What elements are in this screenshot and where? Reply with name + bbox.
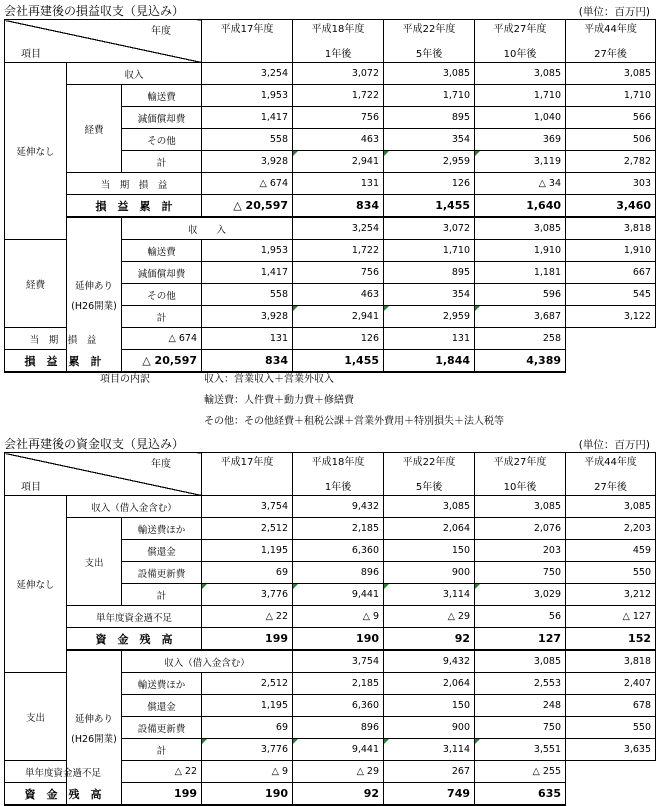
value-cell: 1,195 <box>202 695 293 717</box>
value-cell: △ 127 <box>566 606 656 628</box>
value-cell: 248 <box>475 695 566 717</box>
cumulative-label: 損 益 累 計 <box>5 350 122 373</box>
value-cell: 131 <box>384 328 475 350</box>
value-cell: 354 <box>384 284 475 306</box>
value-cell: 1,953 <box>202 240 293 262</box>
item-label: 輸送費 <box>122 240 202 262</box>
value-cell: 545 <box>566 284 656 306</box>
total-label: 計 <box>122 151 202 173</box>
value-cell: 2,185 <box>293 518 384 540</box>
value-cell: 834 <box>293 195 384 218</box>
value-cell: 3,085 <box>475 63 566 85</box>
value-cell: △ 20,597 <box>202 195 293 218</box>
income-label: 収入（借入金含む） <box>67 496 202 518</box>
value-cell: 1,195 <box>202 540 293 562</box>
value-cell: 3,085 <box>384 496 475 518</box>
value-cell: 199 <box>122 783 202 806</box>
value-cell: 834 <box>202 350 293 373</box>
cash-flow-table <box>4 452 656 806</box>
scenario-sublabel: (H26開業) <box>71 300 117 312</box>
value-cell: 3,114 <box>384 584 475 606</box>
value-cell: 463 <box>293 284 384 306</box>
header-years-after: 1年後 <box>324 482 352 493</box>
value-cell: 678 <box>566 695 656 717</box>
value-cell: 3,818 <box>566 217 656 240</box>
income-label: 収入（借入金含む） <box>122 650 293 673</box>
header-year: 平成27年度 <box>493 24 547 35</box>
item-label: その他 <box>122 284 202 306</box>
value-cell: 558 <box>202 284 293 306</box>
item-label: 償還金 <box>122 540 202 562</box>
value-cell: 3,085 <box>475 496 566 518</box>
value-cell: 1,910 <box>475 240 566 262</box>
value-cell: 1,710 <box>384 85 475 107</box>
header-year: 平成22年度 <box>402 457 456 468</box>
item-label: 輸送費ほか <box>122 518 202 540</box>
header-year: 平成18年度 <box>311 24 365 35</box>
value-cell: 3,085 <box>566 496 656 518</box>
cash-flow-title: 会社再建後の資金収支（見込み） <box>4 437 185 451</box>
value-cell: 6,360 <box>293 540 384 562</box>
period-balance-label: 単年度資金過不足 <box>5 761 122 783</box>
value-cell: 2,064 <box>384 673 475 695</box>
value-cell: △ 22 <box>122 761 202 783</box>
scenario-label-cell <box>5 496 67 673</box>
value-cell: 3,754 <box>293 650 384 673</box>
value-cell: △ 255 <box>475 761 566 783</box>
value-cell: 3,928 <box>202 306 293 328</box>
value-cell: △ 22 <box>202 606 293 628</box>
scenario-label: 延伸あり <box>74 713 113 725</box>
value-cell: 896 <box>293 717 384 739</box>
value-cell: 459 <box>566 540 656 562</box>
value-cell: 126 <box>293 328 384 350</box>
value-cell: 3,818 <box>566 650 656 673</box>
cumulative-label: 損 益 累 計 <box>67 195 202 218</box>
header-year: 平成44年度 <box>584 457 637 468</box>
value-cell: 1,710 <box>384 240 475 262</box>
value-cell: 1,040 <box>475 107 566 129</box>
header-year: 平成22年度 <box>402 24 456 35</box>
value-cell: 1,722 <box>293 85 384 107</box>
value-cell: 566 <box>566 107 656 129</box>
note-line: その他：その他経費＋租税公課＋営業外費用＋特別損失＋法人税等 <box>204 416 504 427</box>
value-cell: 667 <box>566 262 656 284</box>
scenario-label: 延伸あり <box>74 280 113 292</box>
value-cell: 1,722 <box>293 240 384 262</box>
value-cell: 354 <box>384 129 475 151</box>
notes-label: 項目の内訳 <box>100 374 150 385</box>
value-cell: △ 9 <box>202 761 293 783</box>
value-cell: 596 <box>475 284 566 306</box>
value-cell: 463 <box>293 129 384 151</box>
income-label: 収 入 <box>122 217 293 240</box>
value-cell: 2,782 <box>566 151 656 173</box>
value-cell: 131 <box>293 173 384 195</box>
value-cell: 131 <box>202 328 293 350</box>
header-year-column <box>475 453 566 496</box>
period-balance-label: 当 期 損 益 <box>5 328 122 350</box>
header-diagonal-cell <box>5 20 202 63</box>
header-year: 平成17年度 <box>220 24 274 35</box>
cumulative-label: 資 金 残 高 <box>67 628 202 651</box>
header-year-label: 年度 <box>151 26 172 37</box>
value-cell: 1,417 <box>202 262 293 284</box>
value-cell: 756 <box>293 107 384 129</box>
profit-loss-title: 会社再建後の損益収支（見込み） <box>4 4 185 18</box>
period-balance-label: 単年度資金過不足 <box>67 606 202 628</box>
value-cell: 3,687 <box>475 306 566 328</box>
value-cell: 2,959 <box>384 151 475 173</box>
value-cell: 2,941 <box>293 151 384 173</box>
value-cell: 3,029 <box>475 584 566 606</box>
header-years-after: 5年後 <box>415 482 443 493</box>
value-cell: 150 <box>384 540 475 562</box>
value-cell: 2,512 <box>202 518 293 540</box>
total-label: 計 <box>122 739 202 761</box>
header-item-label: 項目 <box>21 49 41 60</box>
value-cell: 69 <box>202 562 293 584</box>
value-cell: 558 <box>202 129 293 151</box>
header-years-after: 10年後 <box>503 49 537 60</box>
value-cell: 126 <box>384 173 475 195</box>
value-cell: △ 9 <box>293 606 384 628</box>
header-year-label: 年度 <box>151 459 172 470</box>
item-label: その他 <box>122 129 202 151</box>
value-cell: 190 <box>202 783 293 806</box>
value-cell: 3,085 <box>566 63 656 85</box>
value-cell: 3,212 <box>566 584 656 606</box>
value-cell: 267 <box>384 761 475 783</box>
value-cell: 3,085 <box>475 650 566 673</box>
item-label: 設備更新費 <box>122 717 202 739</box>
item-label: 輸送費ほか <box>122 673 202 695</box>
item-label: 償還金 <box>122 695 202 717</box>
value-cell: 9,441 <box>293 739 384 761</box>
value-cell: 895 <box>384 107 475 129</box>
value-cell: 203 <box>475 540 566 562</box>
header-year-column <box>202 453 293 496</box>
value-cell: 900 <box>384 717 475 739</box>
scenario-label-cell <box>5 63 67 240</box>
expense-group-label: 支出 <box>67 518 122 606</box>
value-cell: 3,114 <box>384 739 475 761</box>
value-cell: 2,064 <box>384 518 475 540</box>
value-cell: 2,407 <box>566 673 656 695</box>
header-year: 平成27年度 <box>493 457 547 468</box>
value-cell: 69 <box>202 717 293 739</box>
value-cell: 550 <box>566 562 656 584</box>
item-label: 減価償却費 <box>122 107 202 129</box>
header-diagonal-cell <box>5 453 202 496</box>
value-cell: 3,119 <box>475 151 566 173</box>
value-cell: 303 <box>566 173 656 195</box>
header-years-after: 27年後 <box>594 49 627 60</box>
value-cell: 1,844 <box>384 350 475 373</box>
header-year-column <box>566 453 656 496</box>
period-balance-label: 当 期 損 益 <box>67 173 202 195</box>
header-years-after: 27年後 <box>594 482 627 493</box>
value-cell: 3,072 <box>293 63 384 85</box>
unit-label-2: (単位：百万円) <box>578 439 650 451</box>
header-year-column <box>384 20 475 63</box>
value-cell: 3,928 <box>202 151 293 173</box>
value-cell: 895 <box>384 262 475 284</box>
value-cell: 2,941 <box>293 306 384 328</box>
value-cell: 92 <box>384 628 475 651</box>
value-cell: 9,441 <box>293 584 384 606</box>
value-cell: 3,551 <box>475 739 566 761</box>
value-cell: 369 <box>475 129 566 151</box>
value-cell: 3,085 <box>475 217 566 240</box>
header-year-column <box>293 20 384 63</box>
header-years-after: 1年後 <box>324 49 352 60</box>
value-cell: 3,072 <box>384 217 475 240</box>
value-cell: 6,360 <box>293 695 384 717</box>
header-year-column <box>475 20 566 63</box>
header-item-label: 項目 <box>21 482 41 493</box>
value-cell: △ 34 <box>475 173 566 195</box>
value-cell: 4,389 <box>475 350 566 373</box>
header-year-column <box>384 453 475 496</box>
value-cell: 258 <box>475 328 566 350</box>
value-cell: 9,432 <box>293 496 384 518</box>
value-cell: 152 <box>566 628 656 651</box>
expense-group-label: 経費 <box>67 85 122 173</box>
value-cell: 635 <box>475 783 566 806</box>
item-label: 輸送費 <box>122 85 202 107</box>
value-cell: 2,185 <box>293 673 384 695</box>
item-label: 減価償却費 <box>122 262 202 284</box>
value-cell: 2,512 <box>202 673 293 695</box>
value-cell: 2,203 <box>566 518 656 540</box>
header-years-after: 10年後 <box>503 482 537 493</box>
value-cell: △ 29 <box>384 606 475 628</box>
value-cell: 750 <box>475 717 566 739</box>
scenario-label: 延伸なし <box>16 147 55 158</box>
value-cell: 3,254 <box>293 217 384 240</box>
value-cell: 1,710 <box>566 85 656 107</box>
value-cell: 3,776 <box>202 584 293 606</box>
value-cell: 3,776 <box>202 739 293 761</box>
value-cell: 3,635 <box>566 739 656 761</box>
value-cell: 3,460 <box>566 195 656 218</box>
value-cell: 3,754 <box>202 496 293 518</box>
scenario-label: 延伸なし <box>16 580 55 591</box>
note-line: 収入：営業収入＋営業外収入 <box>204 374 334 385</box>
item-label: 設備更新費 <box>122 562 202 584</box>
header-year-column <box>202 20 293 63</box>
value-cell: △ 20,597 <box>122 350 202 373</box>
unit-label-1: (単位：百万円) <box>578 6 650 18</box>
header-year-column <box>566 20 656 63</box>
value-cell: 2,076 <box>475 518 566 540</box>
value-cell: 1,417 <box>202 107 293 129</box>
header-year: 平成17年度 <box>220 457 274 468</box>
header-year: 平成18年度 <box>311 457 365 468</box>
value-cell: 749 <box>384 783 475 806</box>
value-cell: 1,953 <box>202 85 293 107</box>
profit-loss-table <box>4 19 656 373</box>
value-cell: 92 <box>293 783 384 806</box>
total-label: 計 <box>122 306 202 328</box>
value-cell: 199 <box>202 628 293 651</box>
value-cell: 1,910 <box>566 240 656 262</box>
value-cell: 506 <box>566 129 656 151</box>
income-label: 収入 <box>67 63 202 85</box>
value-cell: 550 <box>566 717 656 739</box>
expense-group-label: 支出 <box>5 673 67 761</box>
value-cell: △ 29 <box>293 761 384 783</box>
value-cell: 190 <box>293 628 384 651</box>
value-cell: 3,122 <box>566 306 656 328</box>
cumulative-label: 資 金 残 高 <box>5 783 122 806</box>
value-cell: 1,455 <box>384 195 475 218</box>
value-cell: 896 <box>293 562 384 584</box>
header-year: 平成44年度 <box>584 24 637 35</box>
value-cell: 3,254 <box>202 63 293 85</box>
value-cell: 2,553 <box>475 673 566 695</box>
value-cell: 1,181 <box>475 262 566 284</box>
scenario-sublabel: (H26開業) <box>71 733 117 745</box>
header-years-after: 5年後 <box>415 49 443 60</box>
value-cell: 756 <box>293 262 384 284</box>
value-cell: 900 <box>384 562 475 584</box>
value-cell: 56 <box>475 606 566 628</box>
value-cell: 1,710 <box>475 85 566 107</box>
value-cell: 3,085 <box>384 63 475 85</box>
expense-group-label: 経費 <box>5 240 67 328</box>
item-breakdown-notes <box>100 369 504 432</box>
value-cell: 2,959 <box>384 306 475 328</box>
value-cell: 9,432 <box>384 650 475 673</box>
value-cell: △ 674 <box>202 173 293 195</box>
value-cell: 1,455 <box>293 350 384 373</box>
value-cell: 150 <box>384 695 475 717</box>
total-label: 計 <box>122 584 202 606</box>
header-year-column <box>293 453 384 496</box>
value-cell: △ 674 <box>122 328 202 350</box>
value-cell: 750 <box>475 562 566 584</box>
value-cell: 127 <box>475 628 566 651</box>
note-line: 輸送費：人件費＋動力費＋修繕費 <box>204 395 354 406</box>
value-cell: 1,640 <box>475 195 566 218</box>
